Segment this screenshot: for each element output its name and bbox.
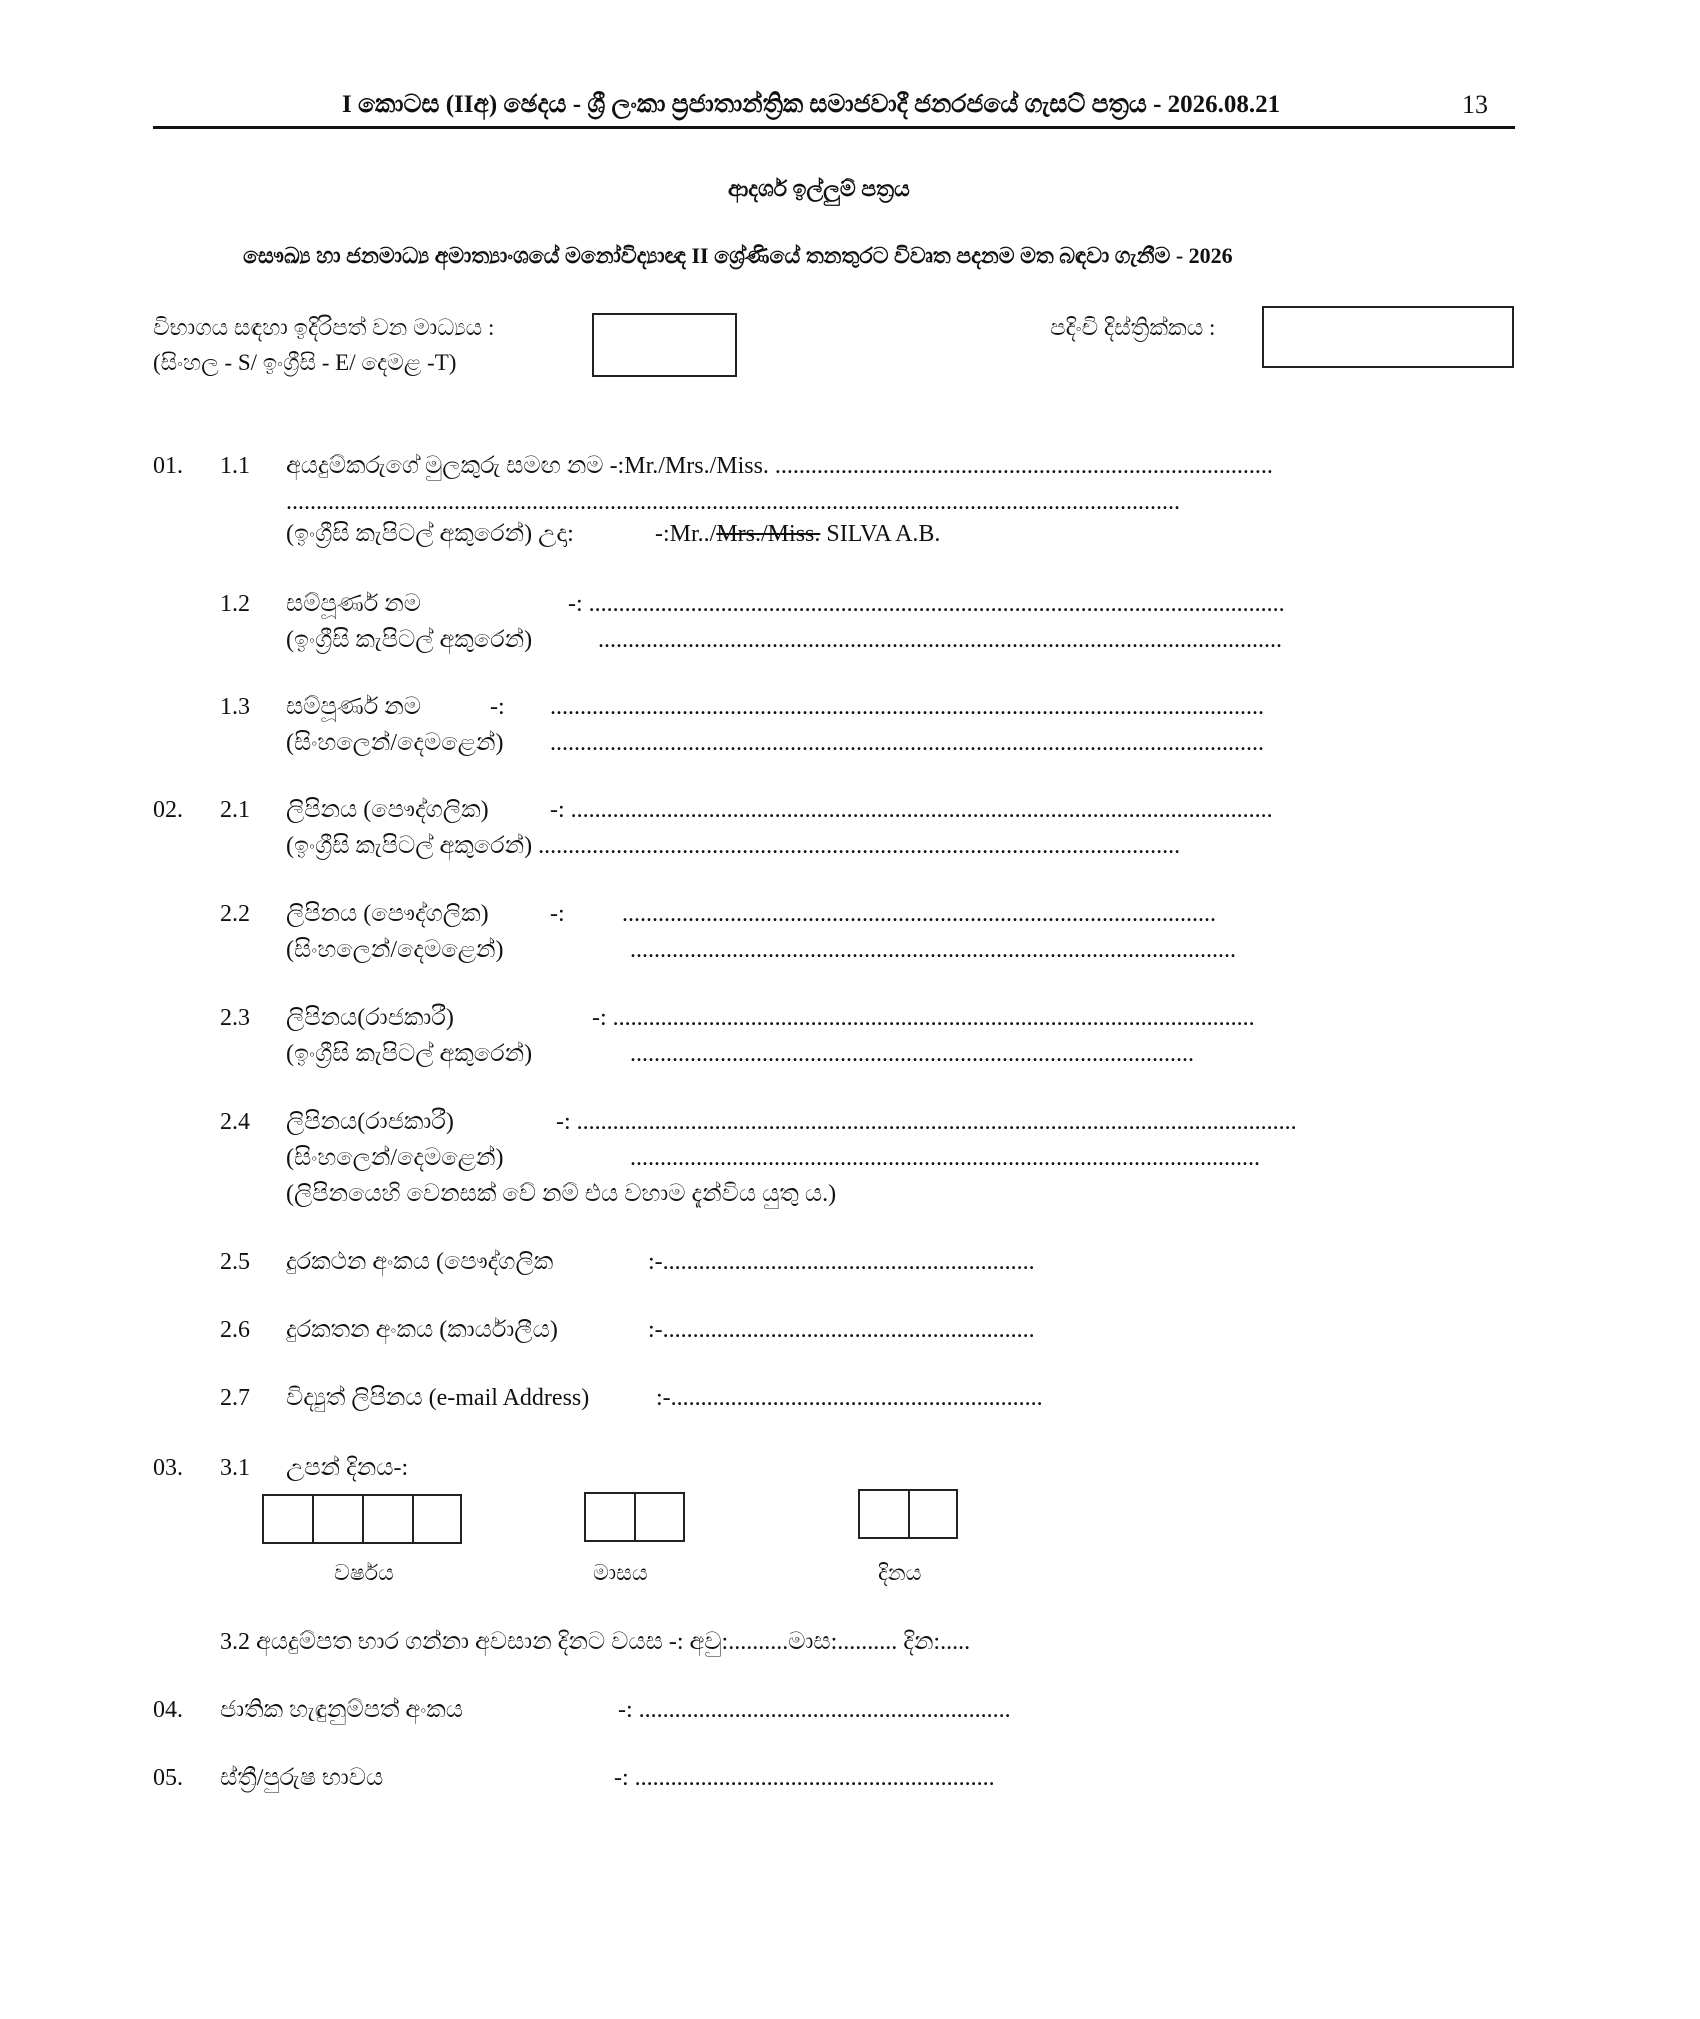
item-1-1-example — [655, 522, 940, 546]
medium-input-box[interactable] — [592, 313, 737, 377]
item-2-6-label: දුරකතන අංකය (කාර්යාලීය) — [286, 1317, 558, 1343]
item-2-4-note: (ලිපිනයෙහි වෙනසක් වේ නම් එය වහාම දැන්විය යුතු ය.) — [286, 1181, 837, 1207]
gazette-header-title: I කොටස (IIඅ) ඡෙදය - ශ්‍රී ලංකා ප්‍රජාතාන්ත්‍රික සමාජවාදී ජනරජයේ ගැසට් පත්‍රය - 2026.08.21 — [342, 91, 1281, 118]
dob-year-boxes[interactable] — [262, 1494, 462, 1544]
header-rule — [153, 126, 1515, 129]
item-1-3-field[interactable]: ....................................................................................................................... — [550, 694, 1264, 720]
item-1-2-number: 1.2 — [220, 591, 250, 617]
item-2-3-label: ලිපිනය(රාජකාරී) — [286, 1005, 454, 1031]
item-2-4-field[interactable]: -: ........................................................................................................................ — [556, 1109, 1297, 1135]
example-name: SILVA A.B. — [820, 521, 941, 547]
district-input-box[interactable] — [1262, 306, 1514, 368]
section-01-number: 01. — [153, 453, 183, 479]
item-1-2-field[interactable]: -: .................................................................................................................... — [568, 591, 1285, 617]
medium-options: (සිංහල - S/ ඉංග්‍රීසි - E/ දෙමළ -T) — [153, 350, 457, 375]
item-2-2-number: 2.2 — [220, 901, 250, 927]
item-3-1-label: උපන් දිනය-: — [286, 1455, 409, 1481]
dob-year-digit-2[interactable] — [314, 1496, 364, 1542]
section-05-number: 05. — [153, 1765, 183, 1791]
item-2-5-field[interactable]: :-.............................................................. — [648, 1249, 1035, 1275]
item-2-7-number: 2.7 — [220, 1385, 250, 1411]
dob-year-digit-1[interactable] — [264, 1496, 314, 1542]
medium-label: විභාගය සඳහා ඉදිරිපත් වන මාධ්‍යය : — [153, 315, 495, 340]
item-2-2-label: ලිපිනය (පෞද්ගලික) — [286, 901, 489, 927]
dob-year-digit-4[interactable] — [414, 1496, 460, 1542]
form-title: ආදර්ශ ඉල්ලුම් පත්‍රය — [728, 176, 910, 201]
item-1-1-name-field[interactable]: අයදුම්කරුගේ මුලකුරු සමඟ නම -:Mr./Mrs./Miss. ................................................................................... — [286, 453, 1273, 479]
item-1-3-number: 1.3 — [220, 694, 250, 720]
item-04-field[interactable]: -: .............................................................. — [618, 1697, 1011, 1723]
item-2-7-field[interactable]: :-.............................................................. — [656, 1385, 1043, 1411]
item-1-2-sub-label: (ඉංග්‍රීසි කැපිටල් අකුරෙන්) — [286, 627, 533, 653]
item-2-2-sub-label: (සිංහලෙන්/දෙමළෙන්) — [286, 937, 504, 963]
item-2-3-sub-label: (ඉංග්‍රීසි කැපිටල් අකුරෙන්) — [286, 1041, 533, 1067]
item-1-1-name-continuation[interactable]: ..................................................................................................................................................... — [286, 489, 1180, 515]
item-2-1-label: ලිපිනය (පෞද්ගලික) — [286, 797, 489, 823]
item-2-6-field[interactable]: :-.............................................................. — [648, 1317, 1035, 1343]
item-2-7-label: විද්‍යුත් ලිපිනය (e-mail Address) — [286, 1385, 590, 1411]
dob-month-label: මාසය — [593, 1560, 648, 1585]
item-05-field[interactable]: -: ............................................................ — [614, 1765, 995, 1791]
item-3-2-age-field[interactable]: 3.2 අයදුම්පත භාර ගන්නා අවසාන දිනට වයස -: අවු:..........මාස:.......... දින:..... — [220, 1629, 971, 1655]
dob-year-digit-3[interactable] — [364, 1496, 414, 1542]
item-1-1-number: 1.1 — [220, 453, 250, 479]
item-1-3-colon: -: — [490, 694, 505, 720]
item-2-1-field[interactable]: -: ..................................................................................................................... — [550, 797, 1273, 823]
dob-month-digit-2[interactable] — [636, 1494, 683, 1540]
item-2-3-field[interactable]: -: ........................................................................................................... — [592, 1005, 1255, 1031]
district-label: පදිංචි දිස්ත්‍රික්කය : — [1050, 315, 1216, 340]
item-2-5-label: දුරකථන අංකය (පෞද්ගලික — [286, 1249, 554, 1275]
item-2-6-number: 2.6 — [220, 1317, 250, 1343]
item-2-2-colon: -: — [550, 901, 565, 927]
item-2-4-number: 2.4 — [220, 1109, 250, 1135]
item-2-1-number: 2.1 — [220, 797, 250, 823]
dob-day-digit-2[interactable] — [910, 1491, 956, 1537]
item-1-2-sub-field[interactable]: .................................................................................................................. — [598, 627, 1282, 653]
item-1-3-sub-label: (සිංහලෙන්/දෙමළෙන්) — [286, 730, 504, 756]
dob-year-label: වර්ෂය — [334, 1560, 394, 1585]
item-2-4-sub-label: (සිංහලෙන්/දෙමළෙන්) — [286, 1145, 504, 1171]
item-2-5-number: 2.5 — [220, 1249, 250, 1275]
item-2-3-sub-field[interactable]: .............................................................................................. — [630, 1041, 1194, 1067]
page-number: 13 — [1462, 90, 1488, 119]
section-02-number: 02. — [153, 797, 183, 823]
item-2-4-sub-field[interactable]: ......................................................................................................... — [630, 1145, 1260, 1171]
item-2-4-label: ලිපිනය(රාජකාරී) — [286, 1109, 454, 1135]
example-prefix: -:Mr../ — [655, 521, 717, 547]
dob-day-digit-1[interactable] — [860, 1491, 910, 1537]
item-2-2-sub-field[interactable]: ..................................................................................................... — [630, 937, 1236, 963]
section-04-number: 04. — [153, 1697, 183, 1723]
item-2-1-sub-field[interactable]: (ඉංග්‍රීසි කැපිටල් අකුරෙන්) ........................................................................................................... — [286, 833, 1181, 859]
item-05-label: ස්ත්‍රී/පුරුෂ භාවය — [220, 1765, 384, 1791]
item-1-2-label: සම්පූර්ණ නම — [286, 591, 421, 617]
dob-day-boxes[interactable] — [858, 1489, 958, 1539]
dob-day-label: දිනය — [878, 1560, 922, 1585]
item-2-3-number: 2.3 — [220, 1005, 250, 1031]
item-2-2-field[interactable]: ................................................................................................... — [622, 901, 1216, 927]
item-1-3-sub-field[interactable]: ....................................................................................................................... — [550, 730, 1264, 756]
example-struck-titles: Mrs./Miss. — [716, 521, 821, 547]
item-1-1-example-label: (ඉංග්‍රීසි කැපිටල් අකුරෙන්) උදා: — [286, 521, 574, 547]
form-subtitle: සෞඛ්‍ය හා ජනමාධ්‍ය අමාත්‍යාංශයේ මනෝවිද්‍යාඥ II ශ්‍රේණියේ තනතුරට විවෘත පදනම මත බඳවා ගැනීම - 2026 — [243, 243, 1233, 268]
item-3-1-number: 3.1 — [220, 1455, 250, 1481]
item-04-label: ජාතික හැඳුනුම්පත් අංකය — [220, 1697, 464, 1723]
section-03-number: 03. — [153, 1455, 183, 1481]
dob-month-digit-1[interactable] — [586, 1494, 636, 1540]
item-1-3-label: සම්පූර්ණ නම — [286, 694, 421, 720]
dob-month-boxes[interactable] — [584, 1492, 685, 1542]
